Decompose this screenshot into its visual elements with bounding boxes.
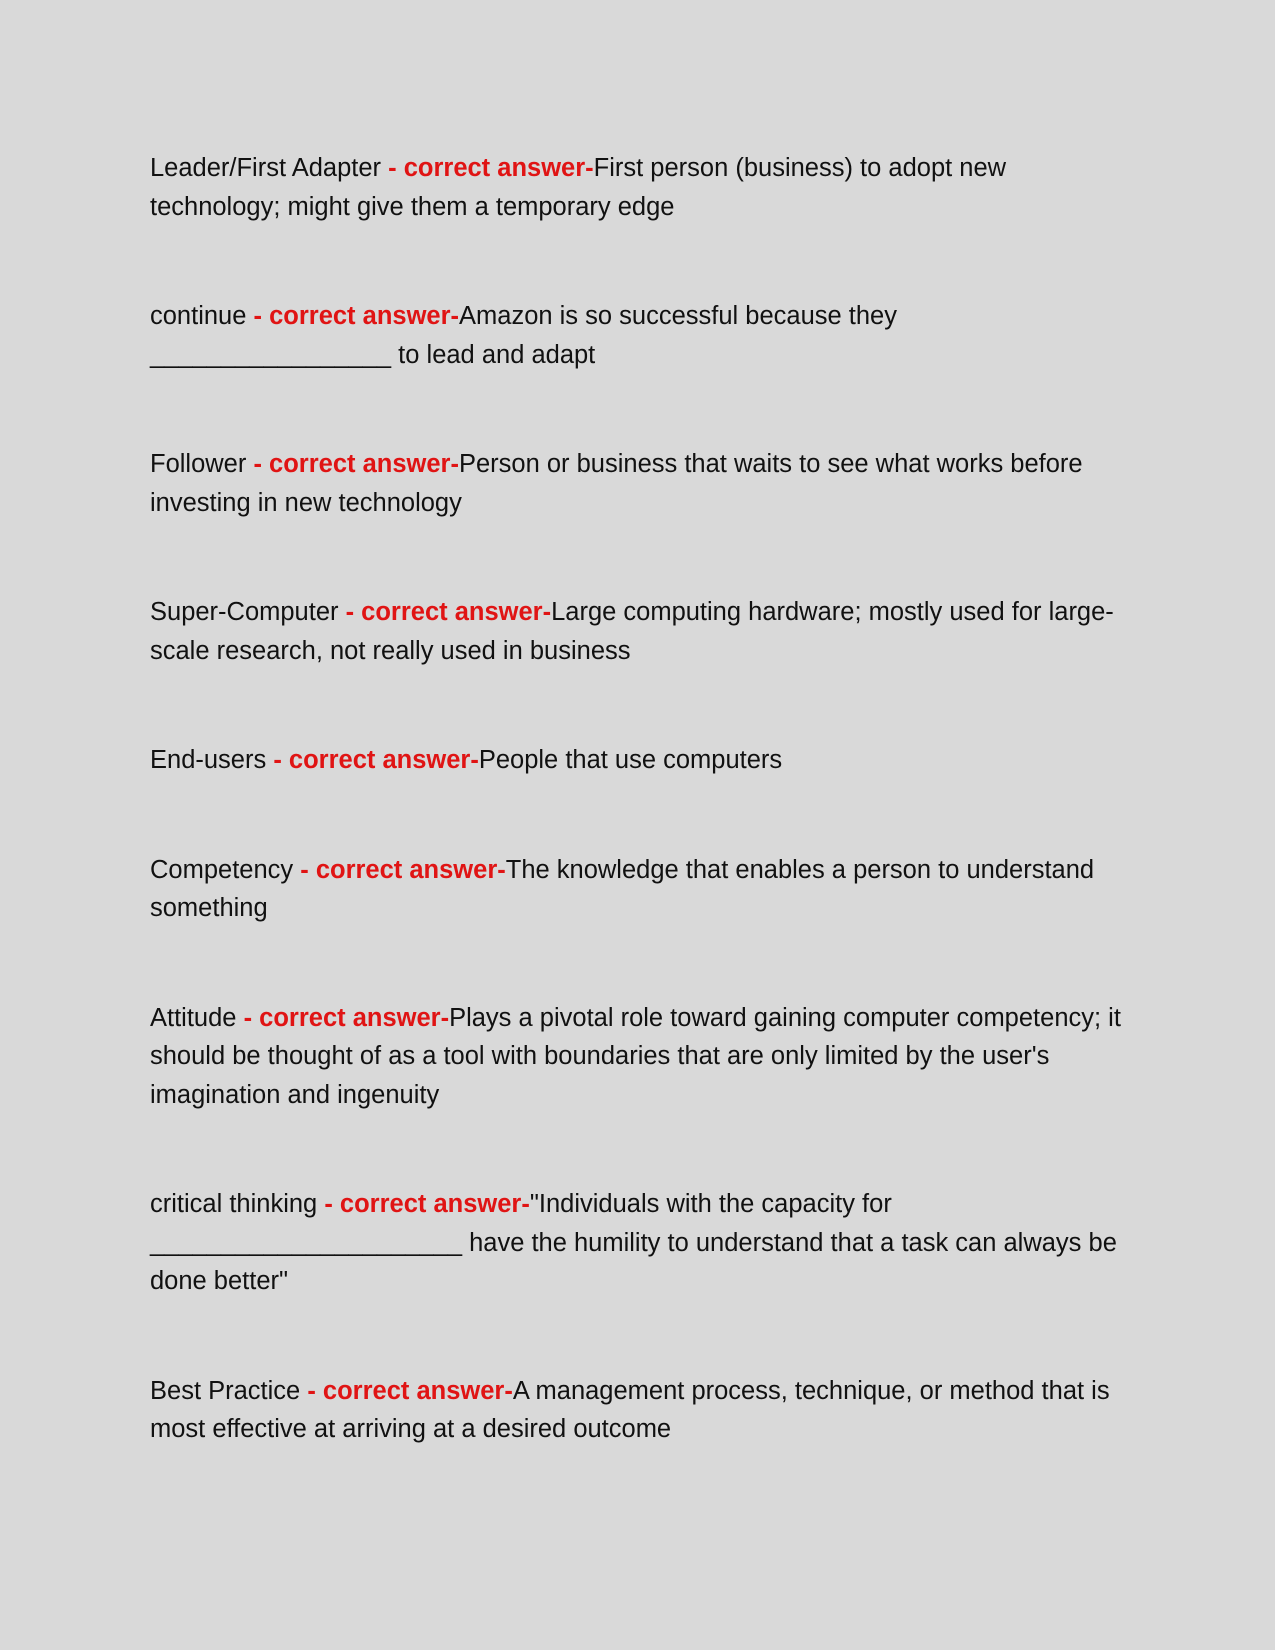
entry-term: Super-Computer: [150, 598, 339, 626]
entry-definition: A management process, technique, or method that is most effective at arriving at a desired outcome: [150, 1376, 1110, 1443]
answer-separator: - correct answer-: [253, 450, 459, 478]
answer-separator: - correct answer-: [300, 855, 506, 884]
spacer: [150, 780, 1135, 851]
flashcard-entry: [150, 851, 1135, 928]
flashcard-entry: [150, 999, 1135, 1115]
answer-separator: - correct answer-: [253, 302, 460, 330]
entry-term: Attitude: [150, 1003, 237, 1032]
flashcard-entry: [150, 1185, 1135, 1301]
answer-separator: - correct answer-: [388, 154, 594, 182]
entry-term: Leader/First Adapter: [150, 154, 382, 182]
entry-term: Follower: [150, 450, 247, 478]
entry-term: continue: [150, 302, 247, 330]
flashcard-entry: [150, 445, 1135, 522]
flashcard-entry: [150, 1372, 1135, 1449]
entry-term: Competency: [150, 855, 294, 884]
spacer: [150, 374, 1135, 445]
spacer: [150, 226, 1135, 297]
entry-definition: Person or business that waits to see what works before investing in new technology: [150, 450, 1083, 517]
answer-separator: - correct answer-: [243, 1003, 450, 1032]
answer-separator: - correct answer-: [324, 1190, 530, 1218]
entry-definition: Large computing hardware; mostly used for large-scale research, not really used in business: [150, 598, 1114, 665]
entry-definition: First person (business) to adopt new technology; might give them a temporary edge: [150, 154, 1007, 221]
entry-term: critical thinking: [150, 1190, 318, 1218]
flashcard-entry: [150, 593, 1135, 670]
spacer: [150, 928, 1135, 999]
flashcard-entry: [150, 149, 1135, 226]
entry-definition: "Individuals with the capacity for ______________________ have the humility to understand that a task can always be done better": [150, 1190, 1117, 1295]
entry-definition: Amazon is so successful because they _________________ to lead and adapt: [150, 302, 897, 369]
answer-separator: - correct answer-: [345, 598, 552, 626]
answer-separator: - correct answer-: [273, 746, 479, 774]
entry-term: Best Practice: [150, 1376, 301, 1405]
spacer: [150, 1114, 1135, 1185]
entry-term: End-users: [150, 746, 267, 774]
entry-definition: People that use computers: [478, 746, 783, 774]
entry-definition: Plays a pivotal role toward gaining computer competency; it should be thought of as a tool with boundaries that are only limited by the user's imagination and ingenuity: [150, 1003, 1121, 1109]
entry-definition: The knowledge that enables a person to understand something: [150, 855, 1095, 922]
spacer: [150, 1301, 1135, 1372]
spacer: [150, 522, 1135, 593]
flashcard-entry: [150, 297, 1135, 374]
spacer: [150, 670, 1135, 741]
flashcard-entry: [150, 741, 1135, 780]
document-page: [150, 149, 1135, 1449]
answer-separator: - correct answer-: [307, 1376, 513, 1405]
